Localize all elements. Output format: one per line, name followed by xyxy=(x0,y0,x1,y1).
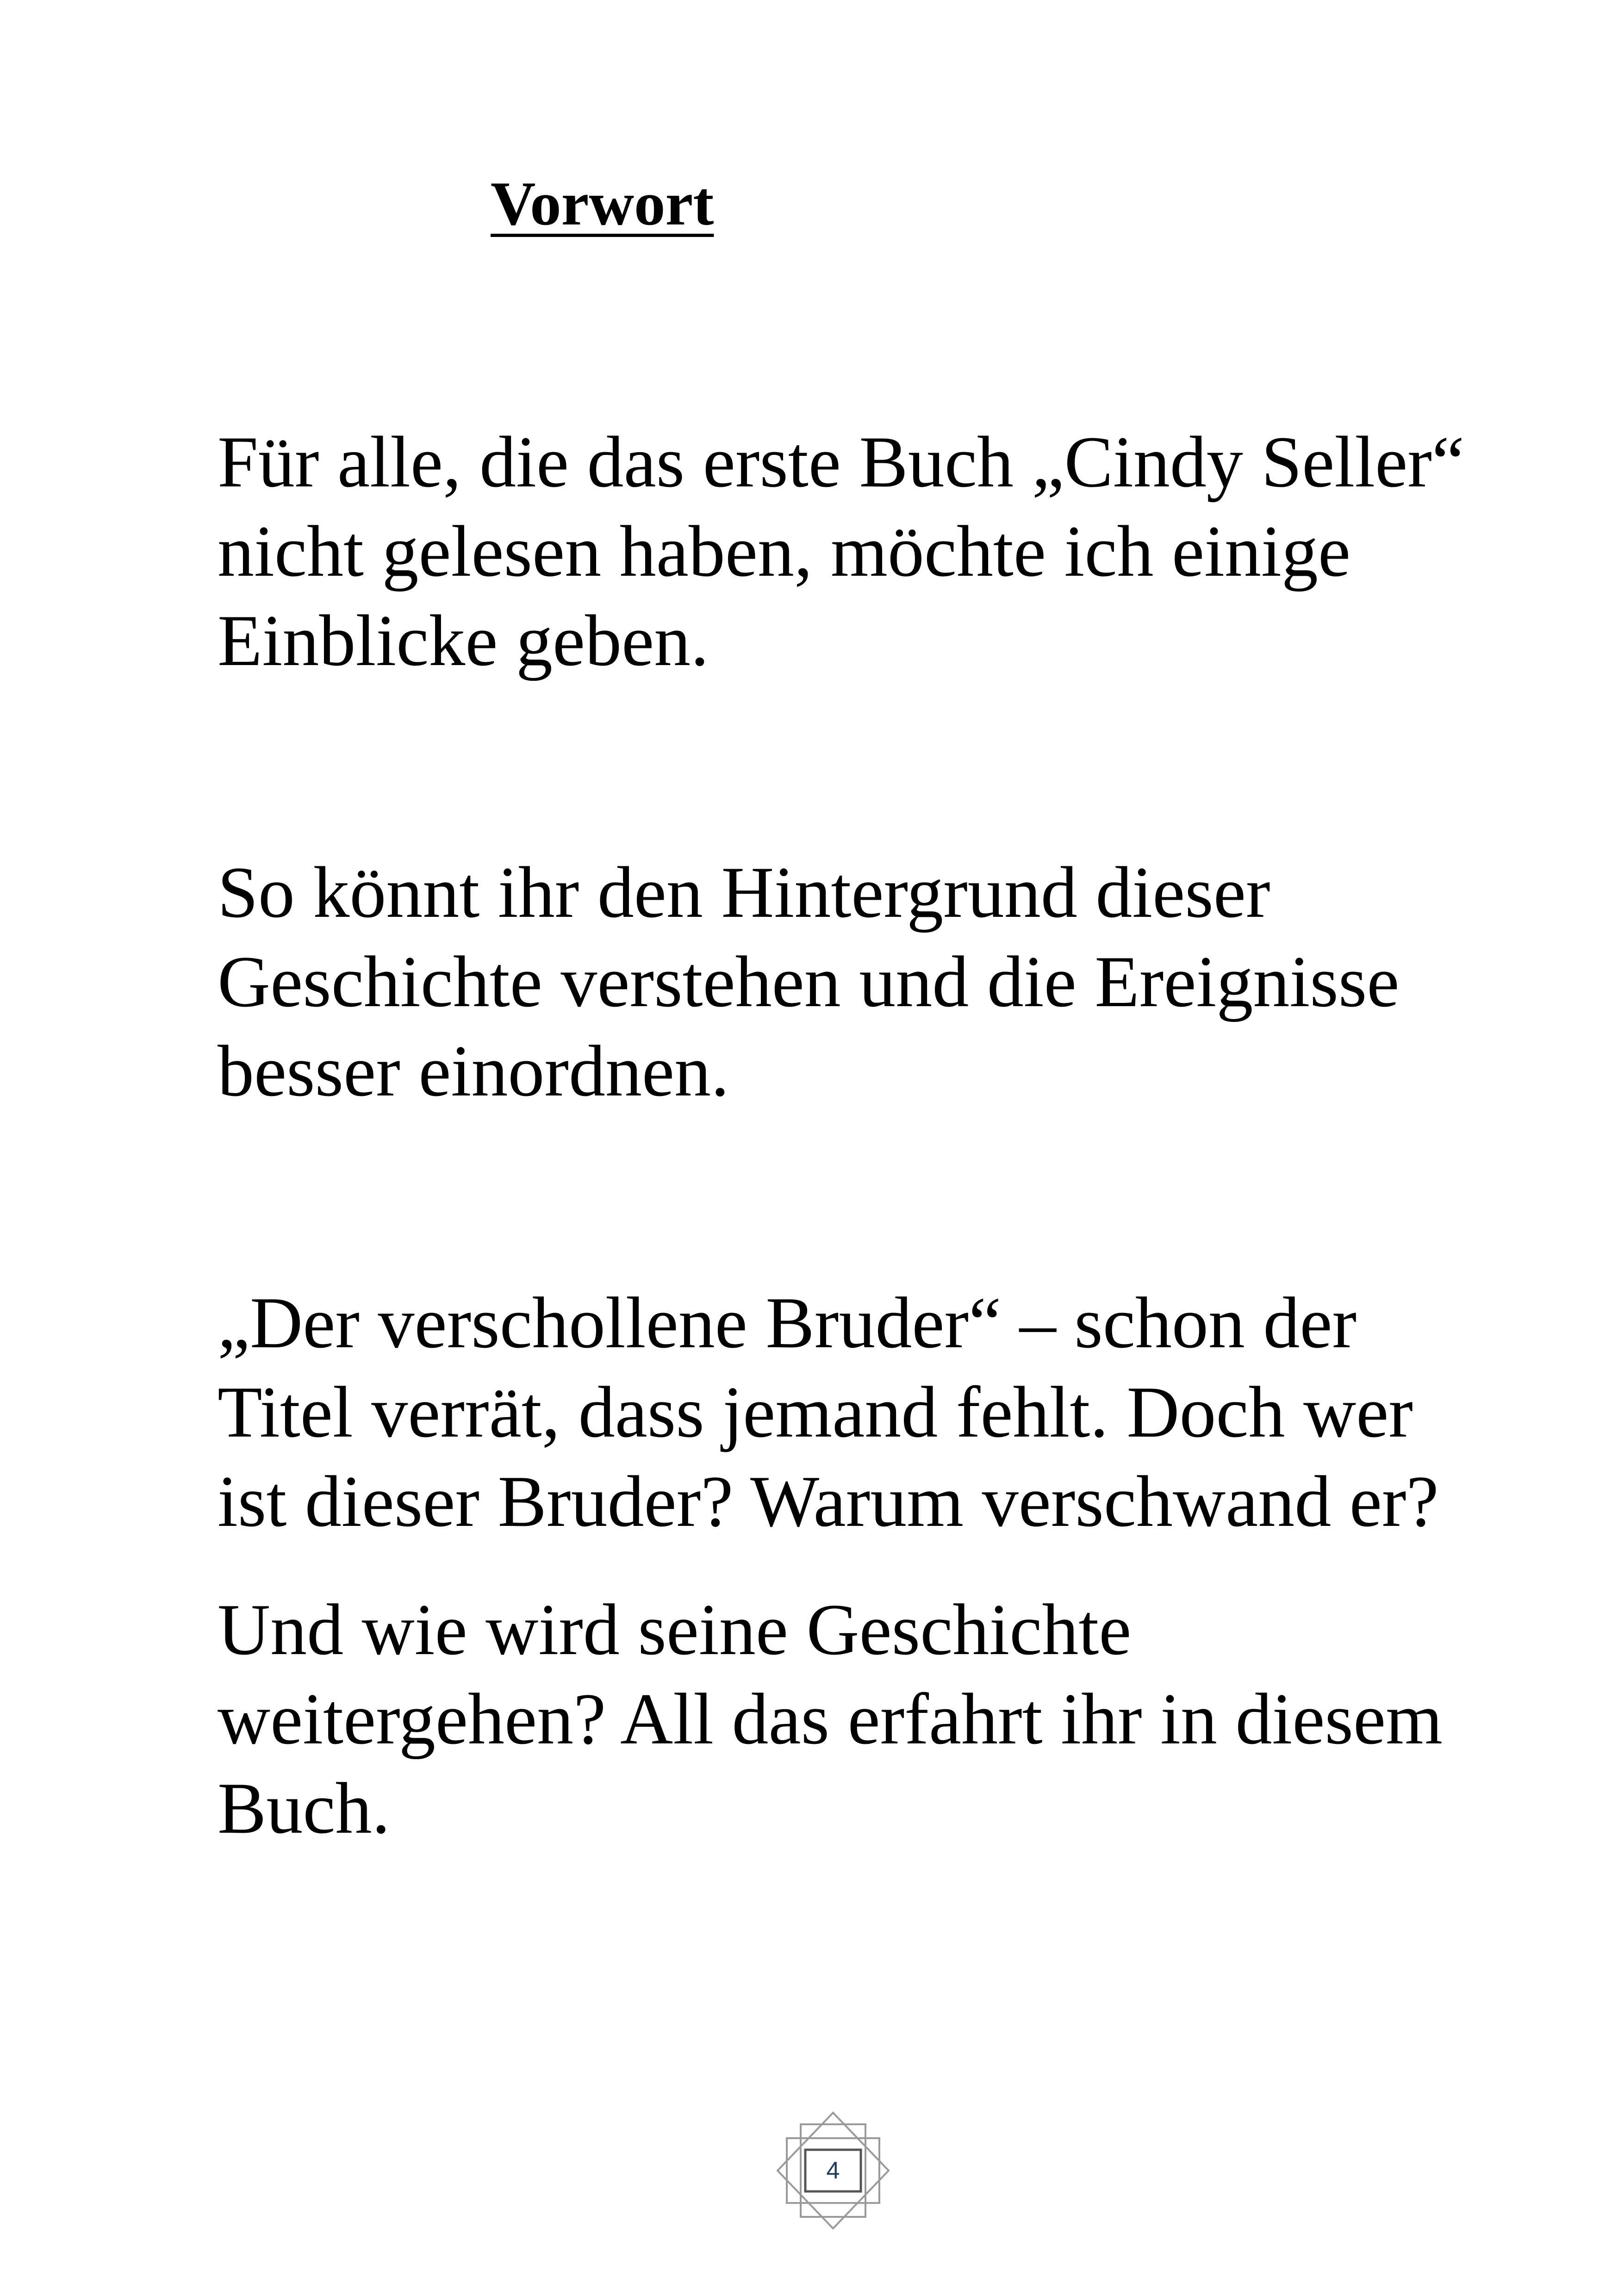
page-title: Vorwort xyxy=(491,169,714,238)
paragraph-1 xyxy=(218,417,1513,685)
paragraph-line: Geschichte verstehen und die Ereignisse xyxy=(218,941,1400,1022)
paragraph-3 xyxy=(218,1278,1513,1546)
paragraph-line: ist dieser Bruder? Warum verschwand er? xyxy=(218,1461,1439,1542)
paragraph-4 xyxy=(218,1585,1513,1853)
paragraph-line: Und wie wird seine Geschichte xyxy=(218,1589,1132,1670)
paragraph-line: Für alle, die das erste Buch „Cindy Seller“ xyxy=(218,422,1465,503)
paragraph-line: Buch. xyxy=(218,1768,391,1849)
paragraph-line: So könnt ihr den Hintergrund dieser xyxy=(218,852,1270,933)
paragraph-line: besser einordnen. xyxy=(218,1031,729,1112)
paragraph-line: „Der verschollene Bruder“ – schon der xyxy=(218,1282,1357,1363)
paragraph-line: nicht gelesen haben, möchte ich einige xyxy=(218,511,1351,592)
paragraph-line: Einblicke geben. xyxy=(218,600,709,681)
paragraph-2 xyxy=(218,848,1513,1116)
page-footer xyxy=(773,2110,893,2231)
paragraph-line: Titel verrät, dass jemand fehlt. Doch wer xyxy=(218,1372,1413,1453)
paragraph-line: weitergehen? All das erfahrt ihr in diesem xyxy=(218,1679,1443,1760)
page-number: 4 xyxy=(826,2157,840,2184)
